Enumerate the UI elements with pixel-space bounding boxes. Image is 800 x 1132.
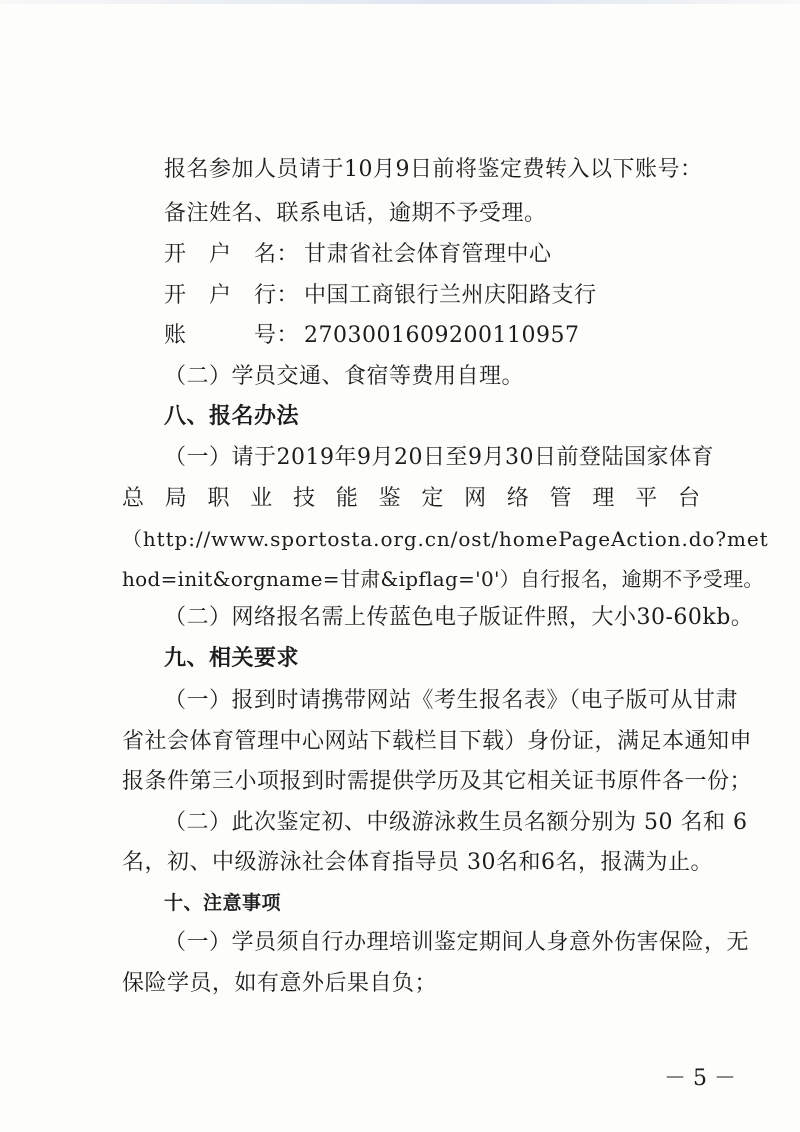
char: 理 <box>592 486 615 511</box>
char: 能 <box>335 486 358 511</box>
payment-note: （二）学员交通、食宿等费用自理。 <box>164 364 525 389</box>
section-9-item1-line1: （一）报到时请携带网站《考生报名表》（电子版可从甘肃 <box>164 688 739 713</box>
account-number-row <box>164 321 579 351</box>
char: 局 <box>164 486 187 511</box>
account-bank-row <box>164 281 597 311</box>
section-8-item1-line2 <box>122 484 700 514</box>
section-8-heading: 八、报名办法 <box>164 404 300 429</box>
account-bank-value: 中国工商银行兰州庆阳路支行 <box>304 283 597 308</box>
section-9-item1-line2: 省社会体育管理中心网站下载栏目下载）身份证，满足本通知申 <box>122 729 753 754</box>
char: 业 <box>250 486 273 511</box>
char: 网 <box>464 486 487 511</box>
section-9-heading: 九、相关要求 <box>164 646 300 671</box>
section-10-heading: 十、注意事项 <box>164 892 282 914</box>
text-line-fee-transfer: 报名参加人员请于10月9日前将鉴定费转入以下账号： <box>164 157 703 182</box>
char: 络 <box>506 486 529 511</box>
section-8-url-line2: hod=init&orgname=甘肃&ipflag='0'）自行报名，逾期不予受理。 <box>122 567 764 591</box>
section-9-item2-line1: （二）此次鉴定初、中级游泳救生员名额分别为 50 名和 6 <box>164 810 748 835</box>
page-number: － 5 － <box>664 1066 736 1091</box>
account-number-label: 账 号： <box>164 323 300 348</box>
account-number-value: 270300160920011095​7 <box>304 323 580 348</box>
section-8-item1-line1: （一）请于2019年9月20日至9月30日前登陆国家体育 <box>164 445 714 470</box>
char: 管 <box>549 486 572 511</box>
char: 技 <box>293 486 316 511</box>
scan-edge <box>0 0 800 4</box>
account-name-label: 开 户 名： <box>164 242 300 267</box>
char: 平 <box>635 486 658 511</box>
section-10-item1-line2: 保险学员，如有意外后果自负； <box>122 971 438 996</box>
char: 职 <box>207 486 230 511</box>
section-9-item1-line3: 报条件第三小项报到时需提供学历及其它相关证书原件各一份； <box>122 769 753 794</box>
char: 定 <box>421 486 444 511</box>
account-bank-label: 开 户 行： <box>164 283 300 308</box>
account-name-row <box>164 240 552 270</box>
section-10-item1-line1: （一）学员须自行办理培训鉴定期间人身意外伤害保险，无 <box>164 930 750 955</box>
char: 鉴 <box>378 486 401 511</box>
account-name-value: 甘肃省社会体育管理中心 <box>304 242 552 267</box>
text-line-remark: 备注姓名、联系电话，逾期不予受理。 <box>164 201 547 226</box>
section-8-url-line1: （http://www.sportosta.org.cn/ost/homePageAction.do?met <box>122 527 769 551</box>
char: 台 <box>677 486 700 511</box>
char: 总 <box>122 486 145 511</box>
section-9-item2-line2: 名，初、中级游泳社会体育指导员 30名和6名，报满为止。 <box>122 850 713 875</box>
section-8-item2: （二）网络报名需上传蓝色电子版证件照，大小30-60kb。 <box>164 605 754 630</box>
